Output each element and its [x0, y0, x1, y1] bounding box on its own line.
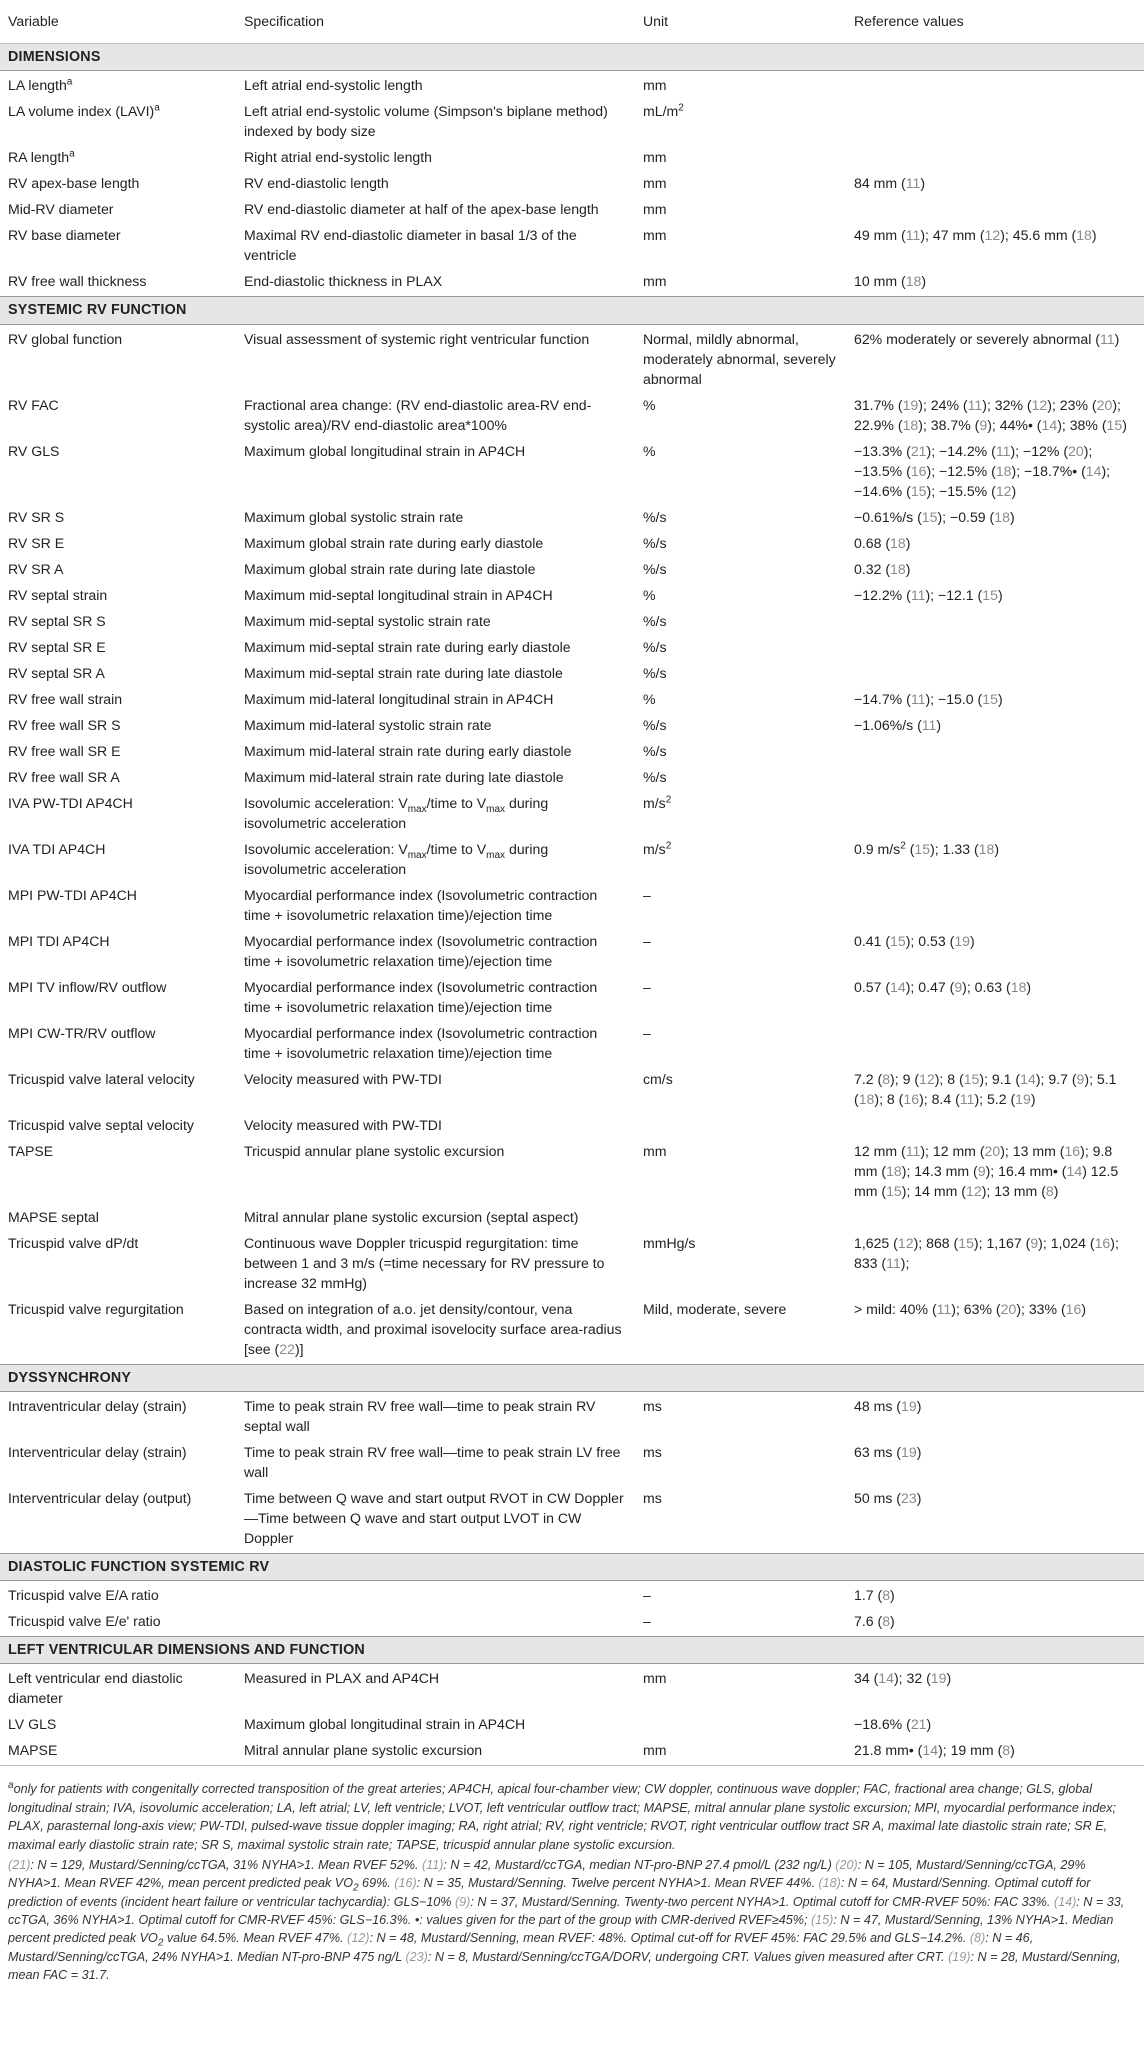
cell-unit: %/s	[643, 716, 667, 733]
table-body	[0, 44, 1144, 1766]
table-row	[0, 1391, 1144, 1441]
table-row	[0, 100, 1144, 146]
table-row	[0, 1068, 1144, 1114]
cell-specification: Maximum mid-septal strain rate during late diastole	[244, 664, 563, 681]
table-row	[0, 506, 1144, 532]
cell-reference-values: 0.68 (18)	[854, 534, 911, 551]
cell-reference-values: 7.6 (8)	[854, 1613, 895, 1630]
cell-specification: Myocardial performance index (Isovolumetric contraction time + isovolumetric relaxation time)/ejection time	[244, 886, 598, 923]
table-row	[0, 394, 1144, 440]
cell-reference-values	[846, 636, 1144, 662]
table-row	[0, 270, 1144, 297]
table-row	[0, 976, 1144, 1022]
cell-unit: mmHg/s	[643, 1234, 696, 1251]
cell-variable: RV base diameter	[8, 227, 121, 244]
cell-reference-values: 0.9 $m/s^2$ (15); 1.33 (18)	[854, 839, 1000, 857]
cell-unit: %/s	[643, 560, 667, 577]
table-row	[0, 792, 1144, 838]
cell-reference-values	[846, 1206, 1144, 1232]
table-row	[0, 224, 1144, 270]
cell-variable: MPI CW-TR/RV outflow	[8, 1024, 156, 1041]
cell-variable: Tricuspid valve dP/dt	[8, 1234, 139, 1251]
cell-specification: Maximum mid-lateral systolic strain rate	[244, 716, 492, 733]
table-row	[0, 584, 1144, 610]
cell-reference-values: 49 mm (11); 47 mm (12); 45.6 mm (18)	[854, 227, 1097, 244]
section-title: DIASTOLIC FUNCTION SYSTEMIC RV	[0, 1553, 1144, 1580]
cell-unit: %	[643, 690, 656, 707]
cell-reference-values: −14.7% (11); −15.0 (15)	[854, 690, 1003, 707]
cell-reference-values	[846, 766, 1144, 792]
cell-unit: mm	[643, 175, 667, 192]
table-footnotes	[0, 1766, 1144, 1984]
cell-specification: Maximal RV end-diastolic diameter in basal 1/3 of the ventricle	[244, 227, 577, 264]
cell-specification: Maximum mid-lateral longitudinal strain in AP4CH	[244, 690, 554, 707]
cell-reference-values: 10 mm (18)	[854, 273, 927, 290]
table-row	[0, 1713, 1144, 1739]
table-row	[0, 838, 1144, 884]
cell-reference-values	[846, 1022, 1144, 1068]
cell-specification: Maximum global systolic strain rate	[244, 508, 464, 525]
cell-specification: Visual assessment of systemic right ventricular function	[244, 330, 590, 347]
table-row	[0, 930, 1144, 976]
table-row	[0, 1739, 1144, 1765]
header-variable: Variable	[0, 0, 236, 44]
table-row	[0, 1441, 1144, 1487]
cell-variable: RV apex-base length	[8, 175, 140, 192]
cell-variable: MAPSE septal	[8, 1208, 99, 1225]
table-row	[0, 1114, 1144, 1140]
cell-specification: Maximum global strain rate during late diastole	[244, 560, 536, 577]
table-row	[0, 172, 1144, 198]
cell-reference-values	[846, 1114, 1144, 1140]
cell-variable: RV free wall thickness	[8, 273, 147, 290]
cell-unit: ms	[643, 1397, 662, 1414]
cell-specification: Maximum global longitudinal strain in AP4CH	[244, 442, 526, 459]
table-row	[0, 198, 1144, 224]
cell-specification: Myocardial performance index (Isovolumetric contraction time + isovolumetric relaxation time)/ejection time	[244, 932, 598, 969]
cell-variable: MPI TDI AP4CH	[8, 932, 110, 949]
cell-specification: Maximum mid-septal longitudinal strain in AP4CH	[244, 586, 553, 603]
section-header	[0, 1637, 1144, 1664]
cell-specification: Left atrial end-systolic volume (Simpson's biplane method) indexed by body size	[244, 103, 608, 140]
cell-specification: Maximum mid-septal systolic strain rate	[244, 612, 491, 629]
cell-specification: Time between Q wave and start output RVOT in CW Doppler—Time between Q wave and start output LVOT in CW Doppler	[244, 1489, 624, 1546]
cell-reference-values: 63 ms (19)	[854, 1443, 922, 1460]
cell-reference-values: 0.57 (14); 0.47 (9); 0.63 (18)	[854, 978, 1032, 995]
cell-variable: RV GLS	[8, 442, 60, 459]
cell-reference-values	[846, 884, 1144, 930]
table-row	[0, 636, 1144, 662]
cell-specification: Measured in PLAX and AP4CH	[244, 1670, 440, 1687]
cell-reference-values: −18.6% (21)	[854, 1716, 932, 1733]
cell-unit: mm	[643, 273, 667, 290]
cell-specification: Time to peak strain RV free wall—time to peak strain LV free wall	[244, 1443, 621, 1480]
cell-variable: RV free wall SR A	[8, 768, 120, 785]
cell-specification: Maximum mid-lateral strain rate during early diastole	[244, 742, 572, 759]
cell-specification	[236, 1610, 635, 1637]
cell-unit: %	[643, 586, 656, 603]
table-row	[0, 1581, 1144, 1611]
cell-unit: mm	[643, 149, 667, 166]
cell-reference-values: 21.8 mm• (14); 19 mm (8)	[854, 1742, 1015, 1759]
cell-variable: RV free wall SR E	[8, 742, 121, 759]
table-row	[0, 71, 1144, 101]
cell-variable: Left ventricular end diastolic diameter	[8, 1670, 183, 1707]
cell-unit: %/s	[643, 534, 667, 551]
table-row	[0, 1610, 1144, 1637]
table-row	[0, 440, 1144, 506]
cell-reference-values	[846, 610, 1144, 636]
table-row	[0, 1298, 1144, 1365]
cell-specification: Isovolumic acceleration: $V_{max}$/time to $V_{max}$ during isovolumetric acceleration	[244, 794, 549, 831]
cell-specification: Velocity measured with PW-TDI	[244, 1070, 442, 1087]
section-title: LEFT VENTRICULAR DIMENSIONS AND FUNCTION	[0, 1637, 1144, 1664]
cell-variable: Interventricular delay (strain)	[8, 1443, 187, 1460]
cell-unit: mm	[643, 1742, 667, 1759]
cell-specification: Maximum global longitudinal strain in AP4CH	[244, 1716, 526, 1733]
cell-reference-values: 50 ms (23)	[854, 1489, 922, 1506]
cell-variable: RV free wall SR S	[8, 716, 121, 733]
table-row	[0, 558, 1144, 584]
cell-variable: LV GLS	[8, 1716, 57, 1733]
cell-unit: %/s	[643, 742, 667, 759]
cell-unit: mm	[643, 77, 667, 94]
footnote-marker: a	[8, 1780, 14, 1792]
cell-reference-values: −13.3% (21); −14.2% (11); −12% (20); −13.5% (16); −12.5% (18); −18.7%• (14); −14.6% (15); −15.5% (12)	[854, 442, 1111, 499]
cell-reference-values	[846, 740, 1144, 766]
cell-variable: RV free wall strain	[8, 690, 123, 707]
cell-unit: mm	[643, 1670, 667, 1687]
table-row	[0, 1232, 1144, 1298]
table-row	[0, 714, 1144, 740]
table-row	[0, 662, 1144, 688]
cell-variable: Tricuspid valve lateral velocity	[8, 1070, 195, 1087]
footnote-abbreviations	[8, 1780, 1136, 1854]
cell-reference-values: 0.41 (15); 0.53 (19)	[854, 932, 975, 949]
section-title: DYSSYNCHRONY	[0, 1364, 1144, 1391]
table-row	[0, 1140, 1144, 1206]
section-header	[0, 1364, 1144, 1391]
cell-unit: –	[643, 1613, 651, 1630]
cell-variable: Mid-RV diameter	[8, 201, 114, 218]
cell-unit: %/s	[643, 664, 667, 681]
cell-reference-values: −1.06%/s (11)	[854, 716, 942, 733]
cell-specification: Maximum mid-lateral strain rate during late diastole	[244, 768, 564, 785]
cell-unit: –	[643, 978, 651, 995]
cell-unit: $mL/m^2$	[643, 102, 684, 120]
cell-unit: %/s	[643, 768, 667, 785]
cell-reference-values	[846, 792, 1144, 838]
cell-specification: Maximum mid-septal strain rate during early diastole	[244, 638, 571, 655]
table-row	[0, 610, 1144, 636]
cell-reference-values: 48 ms (19)	[854, 1397, 922, 1414]
cell-unit: $m/s^2$	[643, 839, 672, 857]
table-row	[0, 532, 1144, 558]
section-header	[0, 44, 1144, 71]
cell-unit: –	[643, 886, 651, 903]
cell-reference-values: > mild: 40% (11); 63% (20); 33% (16)	[854, 1300, 1087, 1317]
cell-unit: mm	[643, 1142, 667, 1159]
cell-variable: MPI PW-TDI AP4CH	[8, 886, 137, 903]
cell-variable: RV septal strain	[8, 586, 108, 603]
cell-variable: MAPSE	[8, 1742, 58, 1759]
cell-reference-values: 12 mm (11); 12 mm (20); 13 mm (16); 9.8 mm (18); 14.3 mm (9); 16.4 mm• (14) 12.5 mm (15); 14 mm (12); 13 mm (8)	[854, 1142, 1119, 1199]
cell-reference-values: 31.7% (19); 24% (11); 32% (12); 23% (20); 22.9% (18); 38.7% (9); 44%• (14); 38% (15)	[854, 396, 1127, 433]
cell-variable: TAPSE	[8, 1142, 54, 1159]
cell-variable: RV SR A	[8, 560, 64, 577]
section-header	[0, 297, 1144, 324]
cell-reference-values: 34 (14); 32 (19)	[854, 1670, 952, 1687]
cell-unit: cm/s	[643, 1070, 673, 1087]
cell-unit: %/s	[643, 638, 667, 655]
cell-specification: Based on integration of a.o. jet density/contour, vena contracta width, and proximal isovelocity surface area-radius [see (22)]	[244, 1300, 622, 1357]
cell-specification: RV end-diastolic diameter at half of the apex-base length	[244, 201, 599, 218]
cell-unit: mm	[643, 201, 667, 218]
cell-reference-values: 0.32 (18)	[854, 560, 911, 577]
table-row	[0, 146, 1144, 172]
cell-specification: Myocardial performance index (Isovolumetric contraction time + isovolumetric relaxation time)/ejection time	[244, 1024, 598, 1061]
cell-specification: RV end-diastolic length	[244, 175, 389, 192]
cell-variable: Tricuspid valve E/e' ratio	[8, 1613, 161, 1630]
cell-variable: LA volume index (LAVI)$^a$	[8, 102, 160, 120]
cell-specification: Tricuspid annular plane systolic excursion	[244, 1142, 505, 1159]
footnote-studies: (21): N = 129, Mustard/Senning/ccTGA, 31% NYHA>1. Mean RVEF 52%. (11): N = 42, Mustard/ccTGA, median NT-pro-BNP 27.4 pmol/L (232 ng/L) (20): N = 105, Mustard/Senning/ccTGA, 29% NYHA>1. Mean RVEF 42%, mean percent predicted peak $VO_2$ 69%. (16): N = 35, Mustard/Senning. Twelve percent NYHA>1. Mean RVEF 44%. (18): N = 64, Mustard/Senning. Optimal cutoff for prediction of events (incident heart failure or ventricular tachycardia): GLS−10% (9): N = 37, Mustard/Senning. Twenty-two percent NYHA>1. Optimal cutoff for CMR-RVEF 50%: FAC 33%. (14): N = 33, ccTGA, 36% NYHA>1. Optimal cutoff for CMR-RVEF 45%: GLS−16.3%. •: values given for the part of the group with CMR-derived RVEF≥45%; (15): N = 47, Mustard/Senning, 13% NYHA>1. Median percent predicted peak $VO_2$ value 64.5%. Mean RVEF 47%. (12): N = 48, Mustard/Senning, mean RVEF: 48%. Optimal cut-off for RVEF 45%: FAC 29.5% and GLS−14.2%. (8): N = 46, Mustard/Senning/ccTGA, 24% NYHA>1. Median NT-pro-BNP 475 ng/L (23): N = 8, Mustard/Senning/ccTGA/DORV, undergoing CRT. Values given measured after CRT. (19): N = 28, Mustard/Senning, mean FAC = 31.7.	[8, 1857, 1125, 1983]
cell-reference-values	[846, 71, 1144, 101]
table-row	[0, 740, 1144, 766]
table-row	[0, 1664, 1144, 1714]
cell-specification: Fractional area change: (RV end-diastolic area-RV end-systolic area)/RV end-diastolic area*100%	[244, 396, 592, 433]
cell-unit	[635, 1713, 846, 1739]
cell-unit: mm	[643, 227, 667, 244]
cell-specification: Time to peak strain RV free wall—time to peak strain RV septal wall	[244, 1397, 596, 1434]
cell-reference-values: −12.2% (11); −12.1 (15)	[854, 586, 1003, 603]
cell-specification: Mitral annular plane systolic excursion (septal aspect)	[244, 1208, 579, 1225]
cell-unit: $m/s^2$	[643, 793, 672, 811]
cell-unit: %/s	[643, 612, 667, 629]
cell-unit: –	[643, 932, 651, 949]
section-title: SYSTEMIC RV FUNCTION	[0, 297, 1144, 324]
cell-variable: RV SR S	[8, 508, 65, 525]
section-header	[0, 1553, 1144, 1580]
cell-specification: Left atrial end-systolic length	[244, 77, 423, 94]
cell-variable: MPI TV inflow/RV outflow	[8, 978, 167, 995]
cell-specification: Myocardial performance index (Isovolumetric contraction time + isovolumetric relaxation time)/ejection time	[244, 978, 598, 1015]
table-row	[0, 688, 1144, 714]
cell-reference-values	[846, 100, 1144, 146]
table-row	[0, 766, 1144, 792]
cell-specification: Mitral annular plane systolic excursion	[244, 1742, 483, 1759]
cell-variable: RV FAC	[8, 396, 59, 413]
cell-unit: Normal, mildly abnormal, moderately abnormal, severely abnormal	[643, 330, 836, 387]
cell-reference-values	[846, 662, 1144, 688]
cell-reference-values	[846, 198, 1144, 224]
table-row	[0, 1022, 1144, 1068]
cell-variable: IVA PW-TDI AP4CH	[8, 794, 133, 811]
cell-reference-values	[846, 146, 1144, 172]
header-unit: Unit	[635, 0, 846, 44]
cell-unit: ms	[643, 1443, 662, 1460]
cell-specification: Right atrial end-systolic length	[244, 149, 433, 166]
section-title: DIMENSIONS	[0, 44, 1144, 71]
table-row	[0, 1206, 1144, 1232]
cell-unit: –	[643, 1587, 651, 1604]
footnote-abbrev-text: only for patients with congenitally corrected transposition of the great arteries; AP4CH, apical four-chamber view; CW doppler, continuous wave doppler; FAC, fractional area change; GLS, global longitudinal strain; IVA, isovolumic acceleration; LA, left atrial; LV, left ventricle; LVOT, left ventricular outflow tract; MAPSE, mitral annular plane systolic excursion; MPI, myocardial performance index; PLAX, parasternal long-axis view; PW-TDI, pulsed-wave tissue doppler imaging; RA, right atrial; RV, right ventricle; RVOT, right ventricular outflow tract SR A, maximal late diastolic strain rate; SR E, maximal early diastolic strain rate; SR S, maximal systolic strain rate; TAPSE, tricuspid annular plane systolic excursion.	[8, 1782, 1117, 1852]
cell-variable: RV septal SR A	[8, 664, 105, 681]
cell-specification: End-diastolic thickness in PLAX	[244, 273, 443, 290]
cell-variable: Interventricular delay (output)	[8, 1489, 192, 1506]
cell-reference-values: 84 mm (11)	[854, 175, 926, 192]
table-row	[0, 324, 1144, 394]
table-row	[0, 884, 1144, 930]
cell-variable: Tricuspid valve regurgitation	[8, 1300, 184, 1317]
cell-unit: %	[643, 396, 656, 413]
cell-specification: Velocity measured with PW-TDI	[244, 1116, 442, 1133]
cell-unit: ms	[643, 1489, 662, 1506]
cell-variable: Intraventricular delay (strain)	[8, 1397, 187, 1414]
cell-unit	[635, 1206, 846, 1232]
cell-reference-values: −0.61%/s (15); −0.59 (18)	[854, 508, 1015, 525]
cell-variable: RV septal SR E	[8, 638, 106, 655]
table-header-row	[0, 0, 1144, 44]
cell-variable: IVA TDI AP4CH	[8, 840, 106, 857]
cell-variable: LA length$^a$	[8, 76, 73, 94]
cell-reference-values: 62% moderately or severely abnormal (11)	[854, 330, 1120, 347]
header-specification: Specification	[236, 0, 635, 44]
cell-specification: Maximum global strain rate during early diastole	[244, 534, 544, 551]
header-reference-values: Reference values	[846, 0, 1144, 44]
cell-variable: Tricuspid valve septal velocity	[8, 1116, 194, 1133]
cell-unit	[635, 1114, 846, 1140]
cell-unit: –	[643, 1024, 651, 1041]
cell-reference-values: 7.2 (8); 9 (12); 8 (15); 9.1 (14); 9.7 (9); 5.1 (18); 8 (16); 8.4 (11); 5.2 (19)	[854, 1070, 1117, 1107]
cell-unit: Mild, moderate, severe	[643, 1300, 787, 1317]
cell-reference-values: 1,625 (12); 868 (15); 1,167 (9); 1,024 (16); 833 (11);	[854, 1234, 1119, 1271]
cell-variable: RV global function	[8, 330, 123, 347]
table-row	[0, 1487, 1144, 1554]
cell-variable: RA length$^a$	[8, 148, 75, 166]
cell-variable: Tricuspid valve E/A ratio	[8, 1587, 159, 1604]
cell-variable: RV SR E	[8, 534, 65, 551]
cell-specification: Continuous wave Doppler tricuspid regurgitation: time between 1 and 3 m/s (=time necessary for RV pressure to increase 32 mmHg)	[244, 1234, 605, 1291]
cell-variable: RV septal SR S	[8, 612, 106, 629]
cell-unit: %/s	[643, 508, 667, 525]
cell-reference-values: 1.7 (8)	[854, 1587, 895, 1604]
cell-specification	[236, 1581, 635, 1611]
cell-unit: %	[643, 442, 656, 459]
cell-specification: Isovolumic acceleration: $V_{max}$/time to $V_{max}$ during isovolumetric acceleration	[244, 840, 549, 877]
